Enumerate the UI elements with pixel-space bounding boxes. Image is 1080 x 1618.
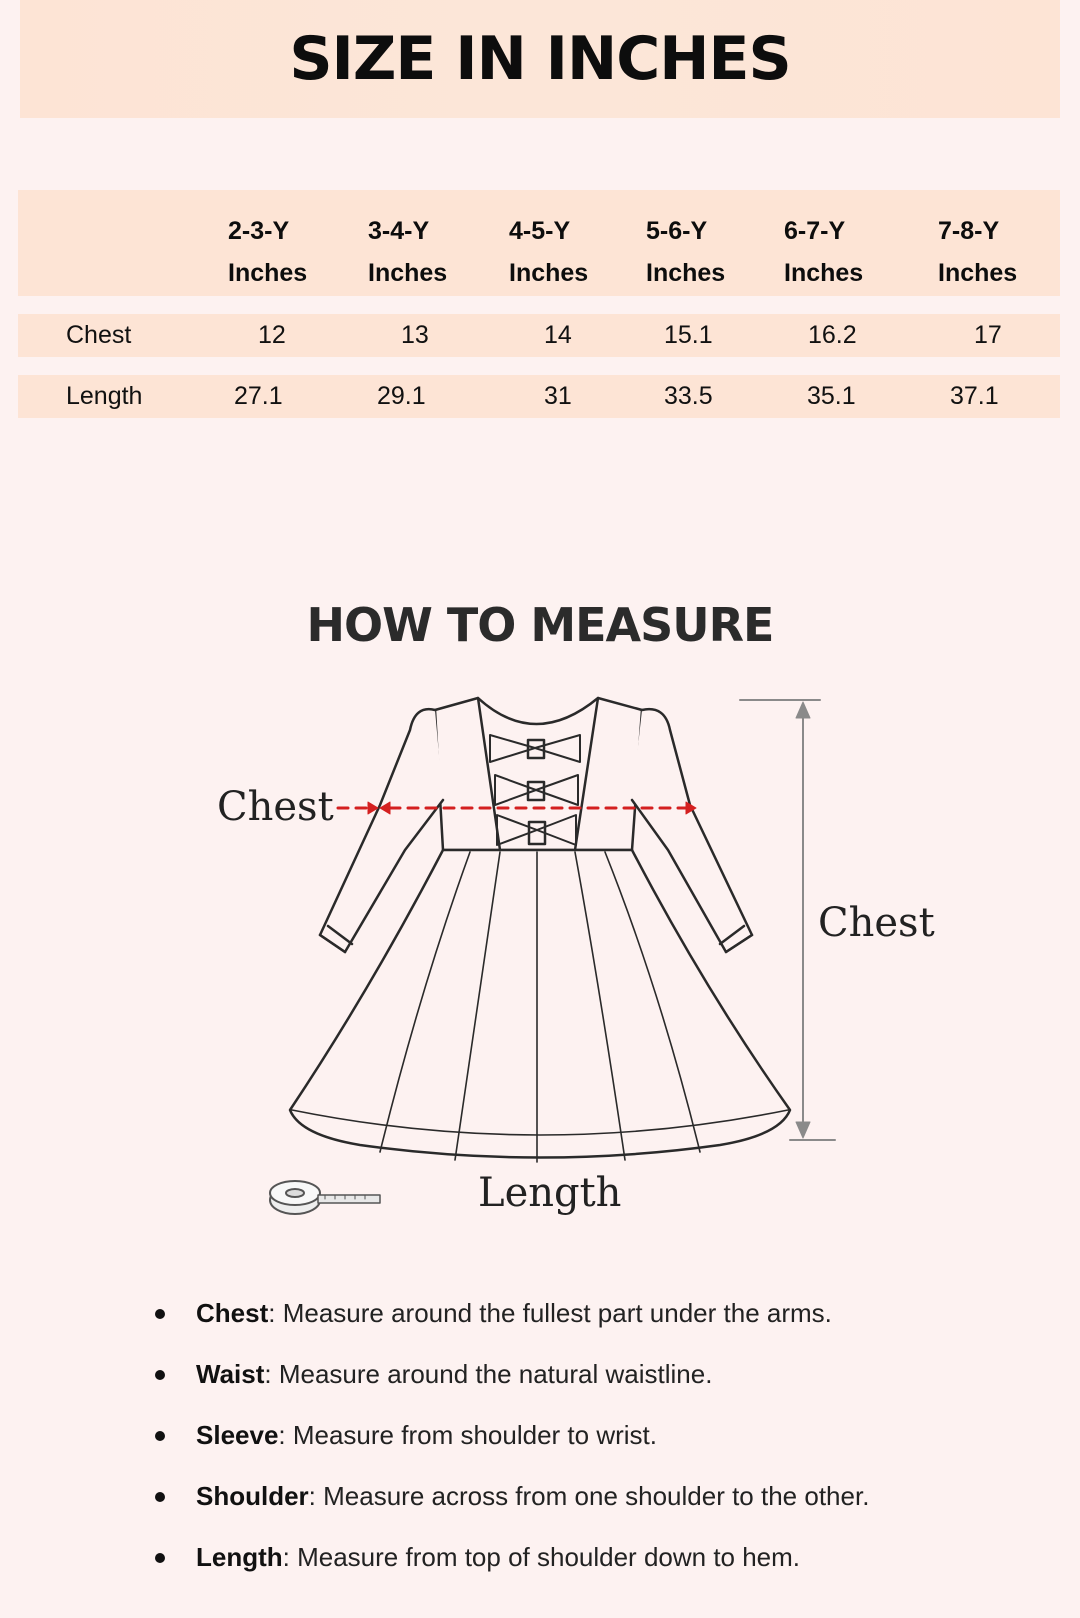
table-header-row	[18, 190, 1060, 296]
list-item: Chest: Measure around the fullest part under the arms.	[150, 1300, 869, 1361]
column-header: 3-4-Y Inches	[368, 217, 448, 287]
instructions-list	[150, 1300, 869, 1605]
list-item: Waist: Measure around the natural waistline.	[150, 1361, 869, 1422]
size-table	[18, 190, 1060, 418]
table-cell: 29.1	[377, 382, 426, 410]
title-banner	[20, 0, 1060, 118]
measure-diagram	[0, 690, 1080, 1270]
column-header: 4-5-Y Inches	[509, 217, 589, 287]
tape-measure-icon	[270, 1181, 380, 1214]
column-header: 2-3-Y Inches	[228, 217, 308, 287]
column-header: 7-8-Y Inches	[938, 217, 1018, 287]
chest-label-right: Chest	[818, 900, 935, 946]
table-row-chest	[18, 314, 1060, 357]
table-cell: 35.1	[807, 382, 856, 410]
table-row-length	[18, 375, 1060, 418]
list-item: Length: Measure from top of shoulder down to hem.	[150, 1544, 869, 1605]
row-label: Chest	[66, 321, 132, 349]
table-cell: 13	[401, 321, 429, 349]
chest-label-left: Chest	[217, 784, 334, 830]
table-cell: 15.1	[664, 321, 713, 349]
how-to-measure-title: HOW TO MEASURE	[306, 598, 774, 652]
table-cell: 12	[258, 321, 286, 349]
list-item: Shoulder: Measure across from one shoulder to the other.	[150, 1483, 869, 1544]
row-label: Length	[66, 382, 143, 410]
table-cell: 16.2	[808, 321, 857, 349]
list-item: Sleeve: Measure from shoulder to wrist.	[150, 1422, 869, 1483]
table-cell: 33.5	[664, 382, 713, 410]
column-header: 5-6-Y Inches	[646, 217, 726, 287]
table-cell: 31	[544, 382, 572, 410]
table-cell: 37.1	[950, 382, 999, 410]
table-cell: 14	[544, 321, 572, 349]
length-label: Length	[478, 1170, 622, 1216]
page-title: SIZE IN INCHES	[289, 24, 791, 94]
column-header: 6-7-Y Inches	[784, 217, 864, 287]
table-cell: 17	[974, 321, 1002, 349]
table-cell: 27.1	[234, 382, 283, 410]
